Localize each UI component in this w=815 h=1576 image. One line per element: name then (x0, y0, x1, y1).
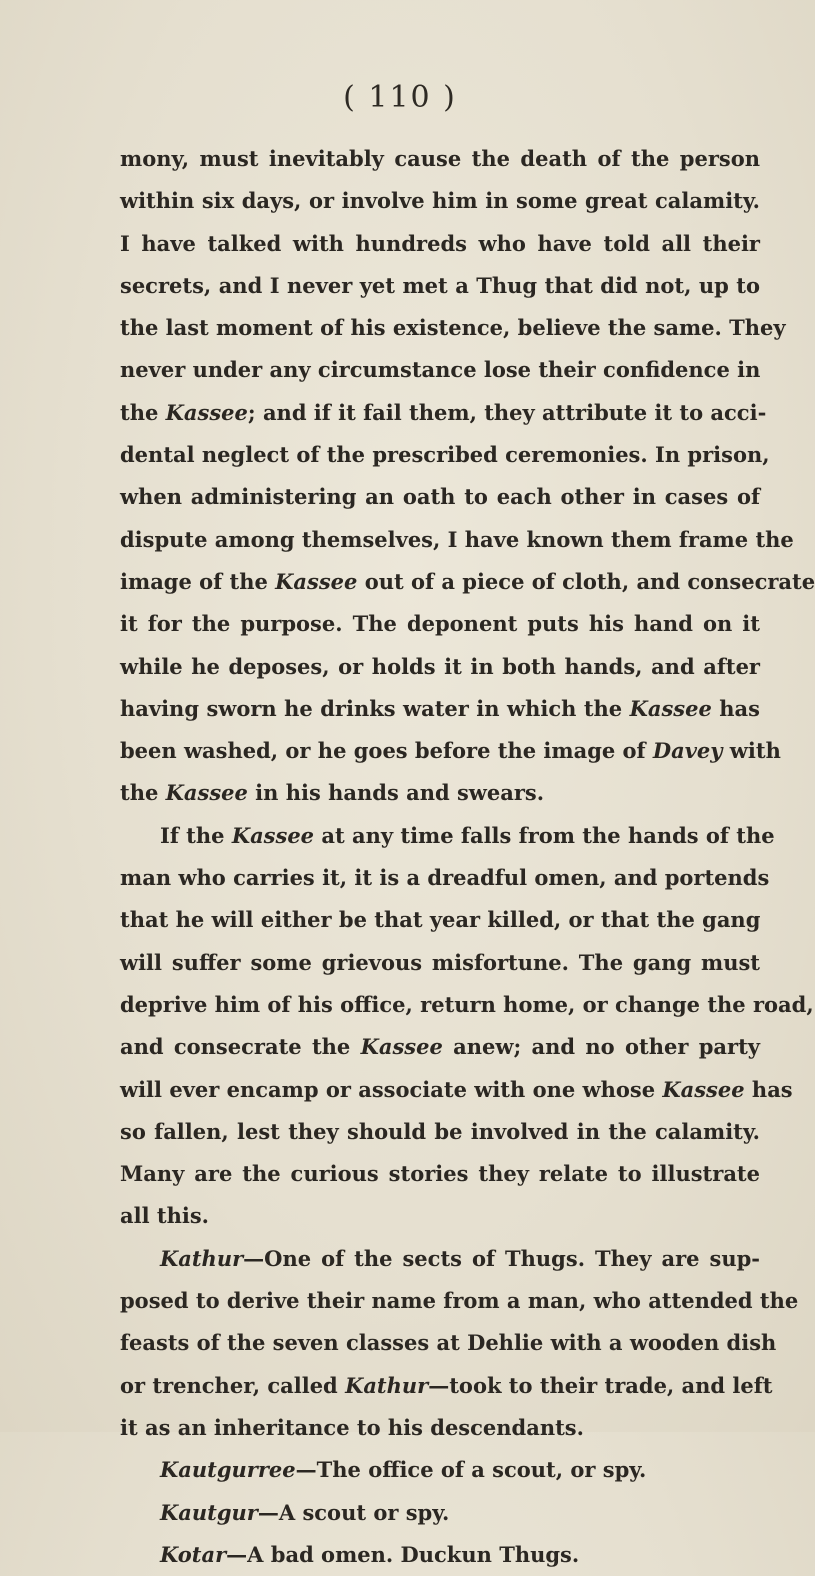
text-line: Kotar—A bad omen. Duckun Thugs. (160, 1541, 580, 1567)
text-line: and consecrate the Kassee anew; and no other party (120, 1034, 760, 1060)
text-line: will ever encamp or associate with one whose Kassee has (120, 1076, 793, 1102)
text-line: dispute among themselves, I have known them frame the (120, 526, 794, 552)
text-line: I have talked with hundreds who have told all their (120, 230, 760, 256)
text-line: If the Kassee at any time falls from the hands of the (160, 822, 775, 848)
text-line: secrets, and I never yet met a Thug that did not, up to (120, 272, 760, 298)
text-line: while he deposes, or holds it in both hands, and after (120, 653, 760, 679)
text-line: feasts of the seven classes at Dehlie with a wooden dish (120, 1330, 777, 1356)
page-number: ( 110 ) (343, 80, 457, 115)
text-line: Kautgurree—The office of a scout, or spy. (160, 1457, 647, 1483)
body-text (120, 138, 815, 1576)
text-line: so fallen, lest they should be involved in the calamity. (120, 1118, 760, 1144)
text-line: all this. (120, 1203, 209, 1229)
text-line: it as an inheritance to his descendants. (120, 1414, 584, 1440)
text-line: Kautgur—A scout or spy. (160, 1499, 450, 1525)
text-line: the Kassee in his hands and swears. (120, 780, 545, 806)
text-line: image of the Kassee out of a piece of cloth, and consecrate (120, 568, 815, 594)
text-line: that he will either be that year killed, or that the gang (120, 907, 761, 933)
text-line: man who carries it, it is a dreadful omen, and portends (120, 865, 770, 891)
text-line: the Kassee; and if it fail them, they attribute it to acci- (120, 399, 767, 425)
text-line: when administering an oath to each other in cases of (120, 484, 760, 510)
text-line: the last moment of his existence, believe the same. They (120, 315, 786, 341)
text-line: Many are the curious stories they relate to illustrate (120, 1161, 760, 1187)
text-line: posed to derive their name from a man, who attended the (120, 1288, 799, 1314)
text-line: will suffer some grievous misfortune. The gang must (120, 949, 760, 975)
text-line: Kathur—One of the sects of Thugs. They are sup- (160, 1245, 760, 1271)
text-line: been washed, or he goes before the image of Davey with (120, 738, 781, 764)
text-line: within six days, or involve him in some great calamity. (120, 188, 760, 214)
text-line: or trencher, called Kathur—took to their trade, and left (120, 1372, 773, 1398)
text-line: having sworn he drinks water in which the Kassee has (120, 695, 760, 721)
text-line: deprive him of his office, return home, or change the road, (120, 991, 814, 1017)
text-line: never under any circumstance lose their confidence in (120, 357, 761, 383)
text-line: it for the purpose. The deponent puts his hand on it (120, 611, 760, 637)
text-line: dental neglect of the prescribed ceremonies. In prison, (120, 442, 770, 468)
text-line: mony, must inevitably cause the death of the person (120, 146, 760, 171)
